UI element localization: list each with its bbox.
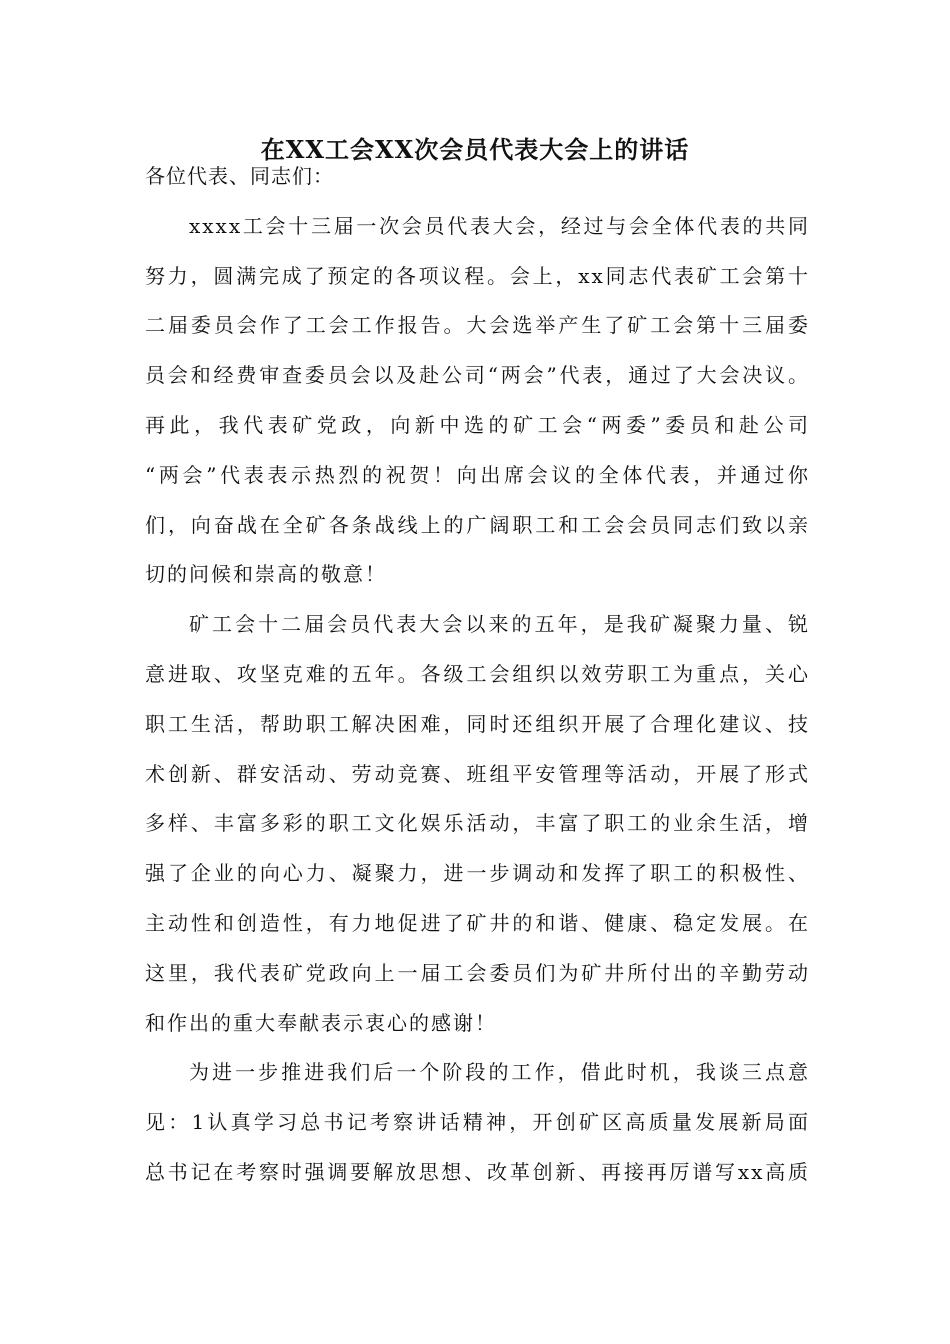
document-body <box>145 152 810 1198</box>
salutation: 各位代表、同志们： <box>145 164 334 188</box>
paragraph-line: 意进取、攻坚克难的五年。各级工会组织以效劳职工为重点，关心 <box>145 661 810 686</box>
paragraph-line: 这里，我代表矿党政向上一届工会委员们为矿井所付出的辛勤劳动 <box>145 960 810 985</box>
paragraph-line: 再此，我代表矿党政，向新中选的矿工会“两委”委员和赴公司 <box>145 412 810 437</box>
paragraph-line: 努力，圆满完成了预定的各项议程。会上，xx同志代表矿工会第十 <box>145 263 810 288</box>
paragraph-3 <box>145 1048 810 1197</box>
paragraph-line: 们，向奋战在全矿各条战线上的广阔职工和工会会员同志们致以亲 <box>145 512 810 537</box>
paragraph-line: 为进一步推进我们后一个阶段的工作，借此时机，我谈三点意 <box>189 1060 810 1085</box>
paragraph-line: “两会”代表表示热烈的祝贺！向出席会议的全体代表，并通过你 <box>145 462 810 487</box>
document-title: 在XX工会XX次会员代表大会上的讲话 <box>260 135 690 164</box>
paragraph-2 <box>145 600 810 1048</box>
paragraph-line: 多样、丰富多彩的职工文化娱乐活动，丰富了职工的业余生活，增 <box>145 811 810 836</box>
paragraph-line: 职工生活，帮助职工解决困难，同时还组织开展了合理化建议、技 <box>145 711 810 736</box>
paragraph-1 <box>145 202 810 600</box>
paragraph-line: 员会和经费审查委员会以及赴公司“两会”代表，通过了大会决议。 <box>145 363 810 388</box>
paragraph-line: 强了企业的向心力、凝聚力，进一步调动和发挥了职工的积极性、 <box>145 861 810 886</box>
paragraph-line: xxxx工会十三届一次会员代表大会，经过与会全体代表的共同 <box>189 213 810 238</box>
paragraph-line: 术创新、群安活动、劳动竞赛、班组平安管理等活动，开展了形式 <box>145 761 810 786</box>
paragraph-line: 矿工会十二届会员代表大会以来的五年，是我矿凝聚力量、锐 <box>189 612 810 637</box>
paragraph-line: 见：1认真学习总书记考察讲话精神，开创矿区高质量发展新局面 <box>145 1110 810 1135</box>
paragraph-line: 二届委员会作了工会工作报告。大会选举产生了矿工会第十三届委 <box>145 313 810 338</box>
paragraph-line: 主动性和创造性，有力地促进了矿井的和谐、健康、稳定发展。在 <box>145 910 810 935</box>
paragraph-line: 切的问候和崇高的敬意！ <box>145 562 387 587</box>
paragraph-line: 总书记在考察时强调要解放思想、改革创新、再接再厉谱写xx高质 <box>145 1159 810 1184</box>
paragraph-line: 和作出的重大奉献表示衷心的感谢！ <box>145 1010 497 1035</box>
